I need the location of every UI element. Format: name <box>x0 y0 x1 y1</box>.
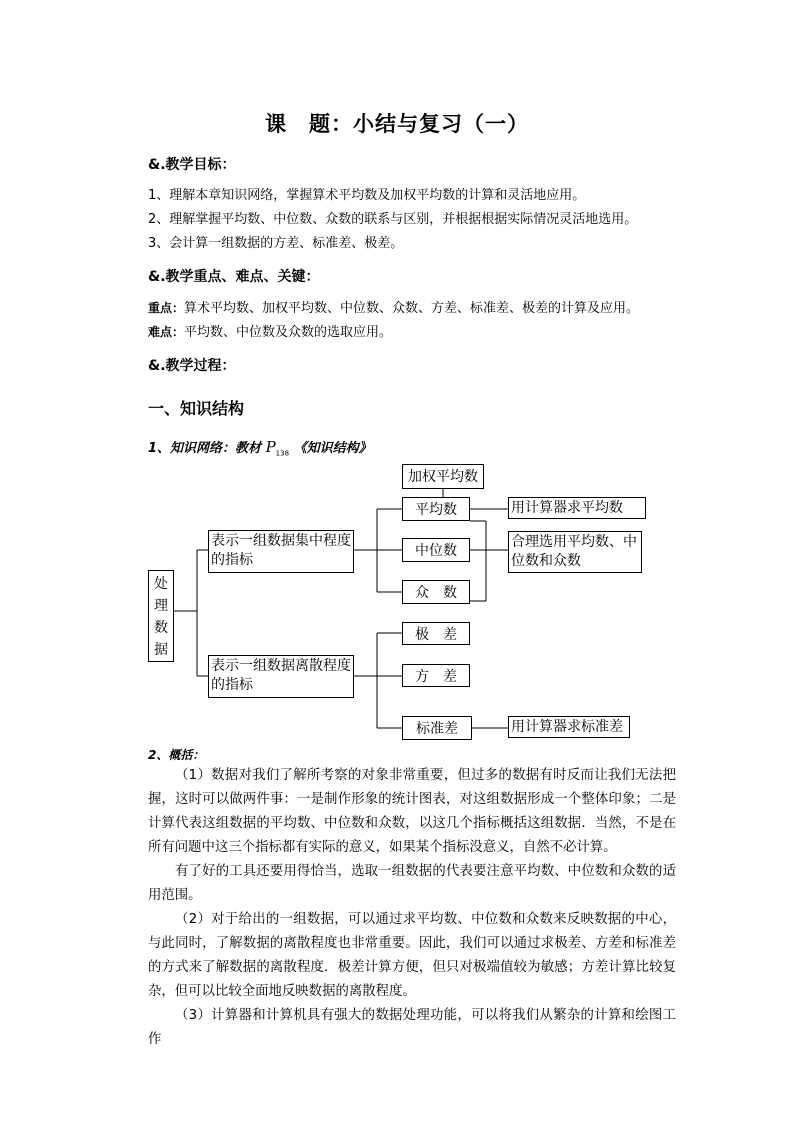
root-char: 数 <box>154 620 168 636</box>
root-char: 处 <box>154 576 168 592</box>
summary-paragraph-3: （2）对于给出的一组数据，可以通过求平均数、中位数和众数来反映数据的中心，与此同时，了解数据的离散程度也非常重要。因此，我们可以通过求极差、方差和标准差的方式来了解数据的离散程度．极差计算方便，但只对极端值较为敏感；方差计算比较复杂，但可以比较全面地反映数据的离散程度。 <box>148 912 676 999</box>
objective-item: 1、理解本章知识网络，掌握算术平均数及加权平均数的计算和灵活地应用。 <box>148 188 586 203</box>
std-box: 标准差 <box>402 716 472 740</box>
page-title: 课 题：小结与复习（一） <box>265 111 529 136</box>
root-char: 据 <box>154 642 168 658</box>
difficulty-label: 难点： <box>148 325 185 339</box>
root-box-process-data <box>148 570 174 662</box>
summary-paragraph-2: 有了好的工具还要用得恰当，选取一组数据的代表要注意平均数、中位数和众数的适用范围。 <box>148 864 676 903</box>
keypoints-heading: &.教学重点、难点、关键： <box>148 269 320 285</box>
objective-item: 2、理解掌握平均数、中位数、众数的联系与区别，并根据根据实际情况灵活地选用。 <box>148 212 638 227</box>
objectives-heading: &.教学目标： <box>148 157 236 173</box>
weighted-mean-box: 加权平均数 <box>402 464 484 489</box>
calc-mean-box: 用计算器求平均数 <box>508 497 646 519</box>
network-label: 1、知识网络：教材 <box>148 441 262 456</box>
range-box: 极 差 <box>402 622 470 645</box>
summary-paragraph-1: （1）数据对我们了解所考察的对象非常重要，但过多的数据有时反而让我们无法把握，这时可以做两件事：一是制作形象的统计图表，对这组数据形成一个整体印象；二是计算代表这组数据的平均数、中位数和众数，以这几个指标概括这组数据．当然，不是在所有问题中这三个指标都有实际的意义，如果某个指标没意义，自然不必计算。 <box>148 768 676 855</box>
dispersion-box: 表示一组数据离散程度的指标 <box>208 655 354 698</box>
root-char: 理 <box>154 598 168 614</box>
calc-std-box: 用计算器求标准差 <box>508 716 630 738</box>
difficulty-text: 平均数、中位数及众数的选取应用。 <box>184 325 393 340</box>
focus-label: 重点： <box>148 301 185 315</box>
summary-paragraph-4: （3）计算器和计算机具有强大的数据处理功能，可以将我们从繁杂的计算和绘图工作 <box>148 1008 676 1047</box>
objective-item: 3、会计算一组数据的方差、标准差、极差。 <box>148 236 404 251</box>
summary-heading: 2、概括： <box>148 748 205 762</box>
mean-box: 平均数 <box>402 497 470 521</box>
p-symbol: P <box>265 438 276 456</box>
mode-box: 众 数 <box>402 580 470 604</box>
variance-box: 方 差 <box>402 664 470 687</box>
section-heading: 一、知识结构 <box>148 399 245 418</box>
book-ref: 《知识结构》 <box>293 441 372 456</box>
focus-text: 算术平均数、加权平均数、中位数、众数、方差、标准差、极差的计算及应用。 <box>184 301 640 316</box>
p-subscript: 138 <box>275 449 290 458</box>
process-heading: &.教学过程： <box>148 358 236 374</box>
choose-measure-box: 合理选用平均数、中位数和众数 <box>508 531 642 573</box>
median-box: 中位数 <box>402 538 470 562</box>
central-tendency-box: 表示一组数据集中程度的指标 <box>208 530 354 573</box>
